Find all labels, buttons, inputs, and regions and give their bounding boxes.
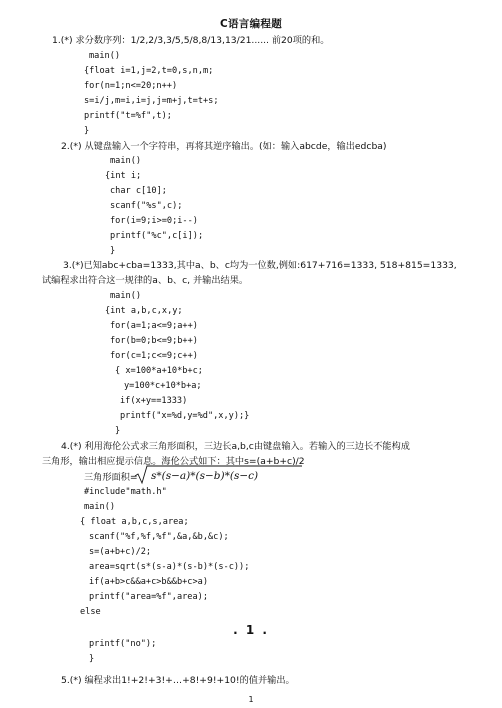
q2-code-line: scanf("%s",c);: [110, 201, 183, 211]
page-number: 1: [248, 695, 254, 704]
q4-code-line: s=(a+b+c)/2;: [89, 547, 152, 557]
q1-code-line: main(): [89, 51, 121, 61]
q3-code-line: printf("x=%d,y=%d",x,y);}: [120, 411, 250, 421]
page-marker: . 1 .: [233, 623, 269, 637]
q3-code-line: { x=100*a+10*b+c;: [115, 366, 203, 376]
q4-code-line: printf("area=%f",area);: [89, 592, 208, 602]
q4-code-line: area=sqrt(s*(s-a)*(s-b)*(s-c));: [89, 562, 250, 572]
q4-code-line: { float a,b,c,s,area;: [80, 517, 189, 527]
q3-code-line: for(b=0;b<=9;b++): [110, 336, 198, 346]
q2-code-line: for(i=9;i>=0;i--): [110, 216, 198, 226]
q4-code-line: else: [80, 607, 101, 617]
q4-code-line: #include"math.h": [84, 487, 167, 497]
q3-code-line: main(): [110, 291, 142, 301]
q4-code-line: if(a+b>c&&a+c>b&&b+c>a): [89, 577, 208, 587]
q2-code-line: main(): [110, 156, 142, 166]
heron-formula: [134, 465, 304, 487]
heron-formula-label: 三角形面积=: [84, 472, 138, 483]
q3-code-line: for(a=1;a<=9;a++): [110, 321, 198, 331]
square-root-sign: [134, 465, 304, 485]
q4-prompt-line: 三角形，输出相应提示信息。海伦公式如下：其中s=(a+b+c)/2: [42, 456, 305, 467]
q5-prompt: 5.(*) 编程求出1!+2!+3!+…+8!+9!+10!的值并输出。: [61, 675, 295, 686]
q2-code-line: char c[10];: [110, 186, 167, 196]
q3-prompt-line: 试编程求出符合这一规律的a、b、c, 并输出结果。: [42, 275, 249, 286]
q2-code-line: printf("%c",c[i]);: [110, 231, 204, 241]
q1-code-line: printf("t=%f",t);: [84, 111, 172, 121]
q2-code-line: {int i;: [105, 171, 142, 181]
q3-code-line: y=100*c+10*b+a;: [124, 381, 202, 391]
q1-code-line: s=i/j,m=i,i=j,j=m+j,t=t+s;: [84, 96, 219, 106]
q1-code-line: }: [84, 126, 90, 136]
q4-code-line: printf("no");: [89, 639, 157, 649]
q2-prompt: 2.(*) 从键盘输入一个字符串，再将其逆序输出。(如：输入abcde，输出edcba): [61, 141, 387, 152]
heron-formula-text: s*(s−a)*(s−b)*(s−c): [151, 470, 259, 482]
q3-prompt-line: 3.(*)已知abc+cba=1333,其中a、b、c均为一位数,例如:617+716=1333, 518+815=1333,: [63, 260, 457, 271]
q4-code-line: }: [89, 654, 95, 664]
q1-prompt: 1.(*) 求分数序列：1/2,2/3,3/5,5/8,8/13,13/21...... 前20项的和。: [52, 35, 330, 46]
q4-prompt-line: 4.(*) 利用海伦公式求三角形面积，三边长a,b,c由键盘输入。若输入的三边长不能构成: [61, 441, 410, 452]
q2-code-line: }: [110, 246, 116, 256]
q3-code-line: for(c=1;c<=9;c++): [110, 351, 198, 361]
q3-code-line: }: [115, 426, 121, 436]
q4-code-line: scanf("%f,%f,%f",&a,&b,&c);: [89, 532, 229, 542]
page-title: C语言编程题: [219, 18, 282, 30]
q1-code-line: for(n=1;n<=20;n++): [84, 81, 178, 91]
q3-code-line: {int a,b,c,x,y;: [105, 306, 183, 316]
q3-code-line: if(x+y==1333): [120, 396, 188, 406]
q1-code-line: {float i=1,j=2,t=0,s,n,m;: [84, 66, 214, 76]
q4-code-line: main(): [84, 502, 116, 512]
